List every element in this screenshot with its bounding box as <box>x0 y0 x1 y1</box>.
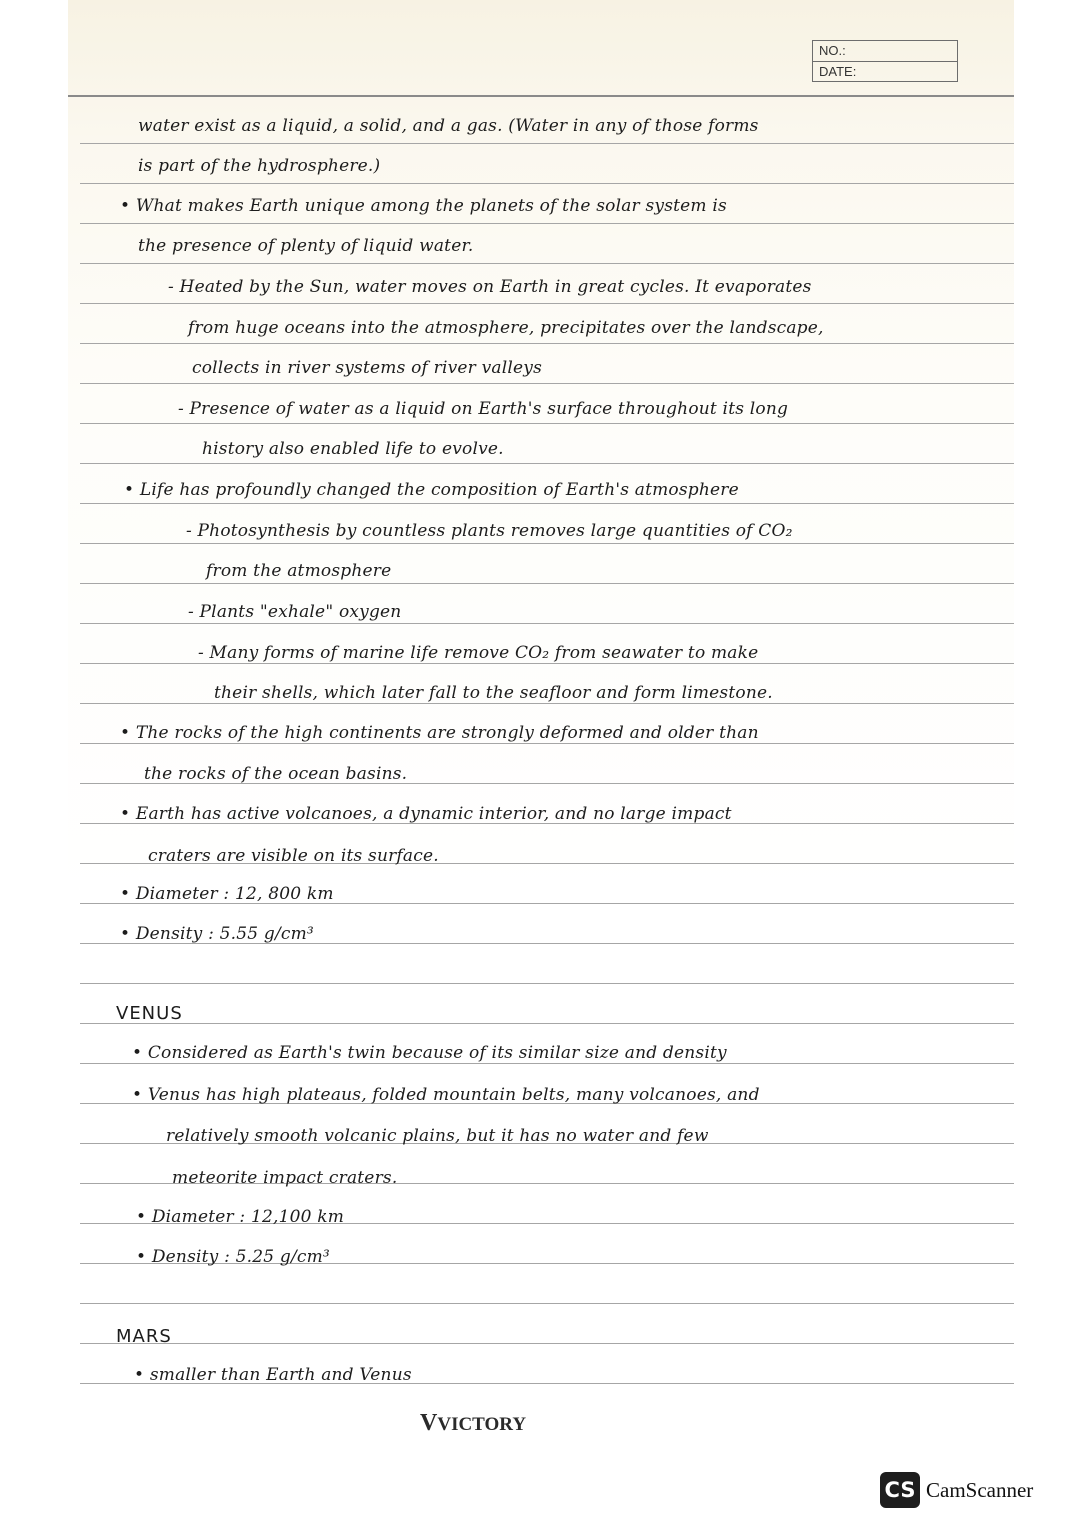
ruled-line <box>80 223 1014 224</box>
note-line: is part of the hydrosphere.) <box>138 156 381 176</box>
ruled-line <box>80 423 1014 424</box>
note-line: water exist as a liquid, a solid, and a gas. (Water in any of those forms <box>138 116 759 136</box>
ruled-line <box>80 1023 1014 1024</box>
ruled-line <box>80 143 1014 144</box>
note-line: - Presence of water as a liquid on Earth's surface throughout its long <box>178 399 789 419</box>
ruled-line <box>80 383 1014 384</box>
note-line: the presence of plenty of liquid water. <box>138 236 474 256</box>
note-line: - Many forms of marine life remove CO₂ from seawater to make <box>198 643 759 663</box>
ruled-line <box>80 583 1014 584</box>
ruled-line <box>80 1343 1014 1344</box>
notebook-page <box>68 0 1014 1448</box>
note-line: • What makes Earth unique among the planets of the solar system is <box>120 196 727 216</box>
note-line: history also enabled life to evolve. <box>202 439 504 459</box>
note-line: • Earth has active volcanoes, a dynamic interior, and no large impact <box>120 804 732 824</box>
note-line: • Venus has high plateaus, folded mountain belts, many volcanoes, and <box>132 1085 760 1105</box>
ruled-line <box>80 463 1014 464</box>
note-line: from the atmosphere <box>206 561 392 581</box>
note-line: - Plants "exhale" oxygen <box>188 602 402 622</box>
camscanner-logo-icon: CS <box>880 1472 920 1508</box>
note-line: the rocks of the ocean basins. <box>144 764 408 784</box>
heading-venus: VENUS <box>116 1003 183 1024</box>
note-line: craters are visible on its surface. <box>148 846 439 866</box>
ruled-line <box>80 183 1014 184</box>
ruled-line <box>80 743 1014 744</box>
ruled-line <box>80 1303 1014 1304</box>
ruled-line <box>80 503 1014 504</box>
camscanner-watermark <box>880 1472 1033 1508</box>
heading-mars: MARS <box>116 1326 172 1347</box>
ruled-line <box>80 663 1014 664</box>
header-rule <box>68 95 1014 97</box>
note-line: • Diameter : 12,100 km <box>136 1207 345 1227</box>
note-line: collects in river systems of river valleys <box>192 358 543 378</box>
ruled-line <box>80 343 1014 344</box>
note-line: - Heated by the Sun, water moves on Earth in great cycles. It evaporates <box>168 277 812 297</box>
note-line: • Diameter : 12, 800 km <box>120 884 334 904</box>
no-field: NO.: <box>819 43 846 58</box>
note-line: • smaller than Earth and Venus <box>134 1365 412 1385</box>
victory-brand-logo: VVICTORY <box>420 1410 527 1436</box>
ruled-line <box>80 983 1014 984</box>
date-field: DATE: <box>813 61 957 82</box>
note-line: relatively smooth volcanic plains, but it has no water and few <box>166 1126 709 1146</box>
ruled-line <box>80 1063 1014 1064</box>
note-line: • Life has profoundly changed the composition of Earth's atmosphere <box>124 480 739 500</box>
note-line: • Density : 5.55 g/cm³ <box>120 924 314 944</box>
no-date-box <box>812 40 958 82</box>
note-line: from huge oceans into the atmosphere, precipitates over the landscape, <box>188 318 824 338</box>
note-line: • The rocks of the high continents are strongly deformed and older than <box>120 723 759 743</box>
ruled-line <box>80 303 1014 304</box>
note-line: • Considered as Earth's twin because of its similar size and density <box>132 1043 727 1063</box>
ruled-line <box>80 623 1014 624</box>
camscanner-text: CamScanner <box>926 1477 1034 1502</box>
note-line: - Photosynthesis by countless plants removes large quantities of CO₂ <box>186 521 793 541</box>
ruled-line <box>80 263 1014 264</box>
note-line: their shells, which later fall to the seafloor and form limestone. <box>214 683 773 703</box>
ruled-line <box>80 543 1014 544</box>
ruled-line <box>80 703 1014 704</box>
note-line: • Density : 5.25 g/cm³ <box>136 1247 330 1267</box>
note-line: meteorite impact craters. <box>172 1168 398 1188</box>
